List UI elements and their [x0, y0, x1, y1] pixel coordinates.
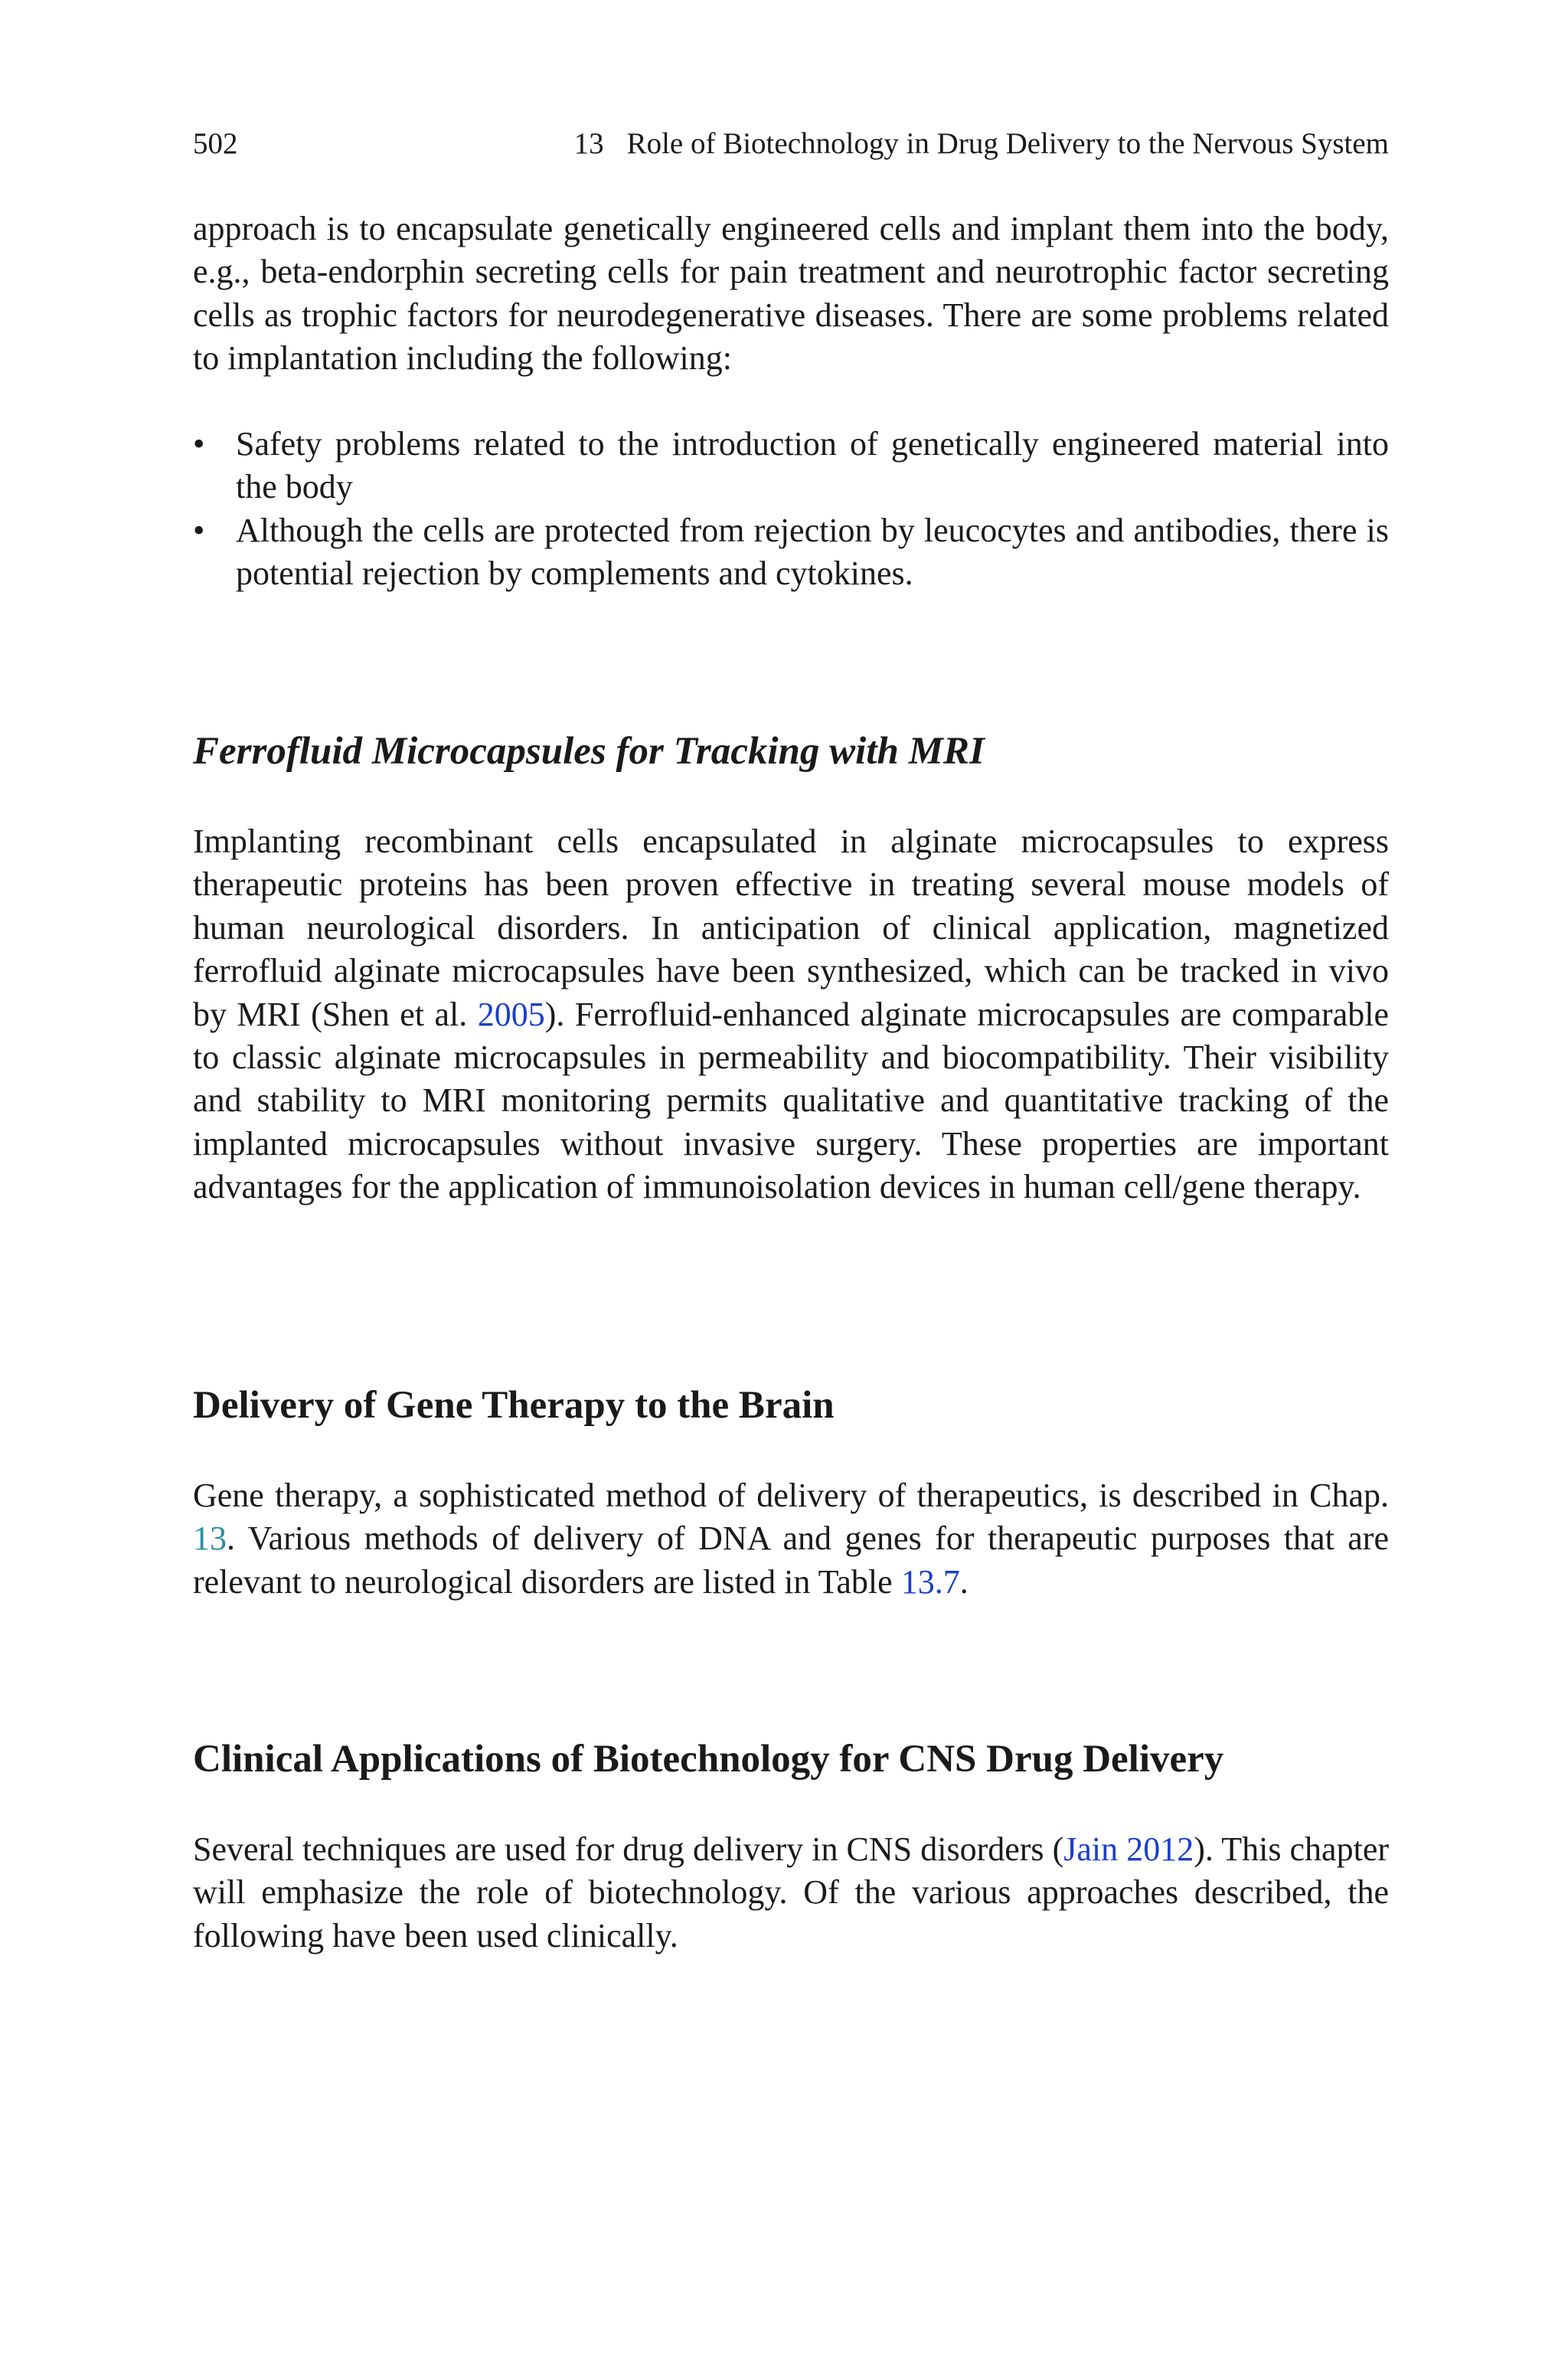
paragraph-text: ). This chapter will emphasize the role of biotechnology. Of the various approaches described, the following have been used clinically.	[193, 1830, 1389, 1954]
intro-block	[193, 208, 1389, 381]
clinical-body	[193, 1828, 1389, 1958]
ferrofluid-body	[193, 820, 1389, 1209]
ferrofluid-paragraph	[193, 820, 1389, 1209]
paragraph-text: Gene therapy, a sophisticated method of delivery of therapeutics, is described in Chap.	[193, 1477, 1389, 1514]
list-item-text: Safety problems related to the introduction of genetically engineered material into the body	[236, 425, 1389, 506]
chapter-link-13[interactable]: 13	[193, 1519, 227, 1558]
table-link-13-7[interactable]: 13.7	[900, 1562, 960, 1601]
list-item	[193, 423, 1389, 509]
implantation-problems-list	[193, 423, 1389, 596]
page-number: 502	[193, 127, 238, 160]
clinical-section	[193, 1735, 1389, 1784]
intro-paragraph: approach is to encapsulate genetically engineered cells and implant them into the body, e.g., beta-endorphin secreting cells for pain treatment and neurotrophic factor secreting cells as trophic factors for neurodegenerative diseases. There are some problems related to implantation including the following:	[193, 210, 1389, 378]
list-item-text: Although the cells are protected from rejection by leucocytes and antibodies, there is potential rejection by complements and cytokines.	[236, 511, 1389, 593]
section-heading: Clinical Applications of Biotechnology for CNS Drug Delivery	[193, 1738, 1224, 1781]
paragraph-text: ). Ferrofluid-enhanced alginate microcapsules are comparable to classic alginate microcapsules in permeability and biocompatibility. Their visibility and stability to MRI monitoring permits qualitative and quantitative tracking of the implanted microcapsules without invasive surgery. These properties are important advantages for the application of immunoisolation devices in human cell/gene therapy.	[193, 995, 1389, 1206]
gene-therapy-paragraph	[193, 1474, 1389, 1604]
paragraph-text: .	[959, 1562, 969, 1601]
ferrofluid-section	[193, 727, 1389, 776]
reference-link-shen-2005[interactable]: 2005	[477, 995, 545, 1033]
section-heading: Ferrofluid Microcapsules for Tracking with MRI	[193, 730, 985, 773]
paragraph-text: . Various methods of delivery of DNA and genes for therapeutic purposes that are relevant to neurological disorders are listed in Table	[193, 1519, 1389, 1601]
gene-therapy-section	[193, 1381, 1389, 1430]
paragraph-text: Several techniques are used for drug delivery in CNS disorders (	[193, 1830, 1064, 1868]
chapter-title	[574, 123, 1389, 165]
clinical-paragraph	[193, 1828, 1389, 1958]
chapter-number: 13	[573, 127, 604, 160]
bullet-icon: •	[193, 511, 205, 549]
running-head	[193, 123, 1389, 165]
list-item	[193, 509, 1389, 596]
chapter-title-text: Role of Biotechnology in Drug Delivery to the Nervous System	[626, 127, 1389, 160]
paragraph-text: Implanting recombinant cells encapsulated in alginate microcapsules to express therapeutic proteins has been proven effective in treating several mouse models of human neurological disorders. In anticipation of clinical application, magnetized ferrofluid alginate microcapsules have been synthesized, which can be tracked in vivo by MRI (Shen et al.	[193, 823, 1389, 1033]
section-heading: Delivery of Gene Therapy to the Brain	[193, 1384, 835, 1427]
bullet-icon: •	[193, 425, 205, 463]
gene-therapy-body	[193, 1474, 1389, 1604]
reference-link-jain-2012[interactable]: Jain 2012	[1063, 1830, 1194, 1868]
